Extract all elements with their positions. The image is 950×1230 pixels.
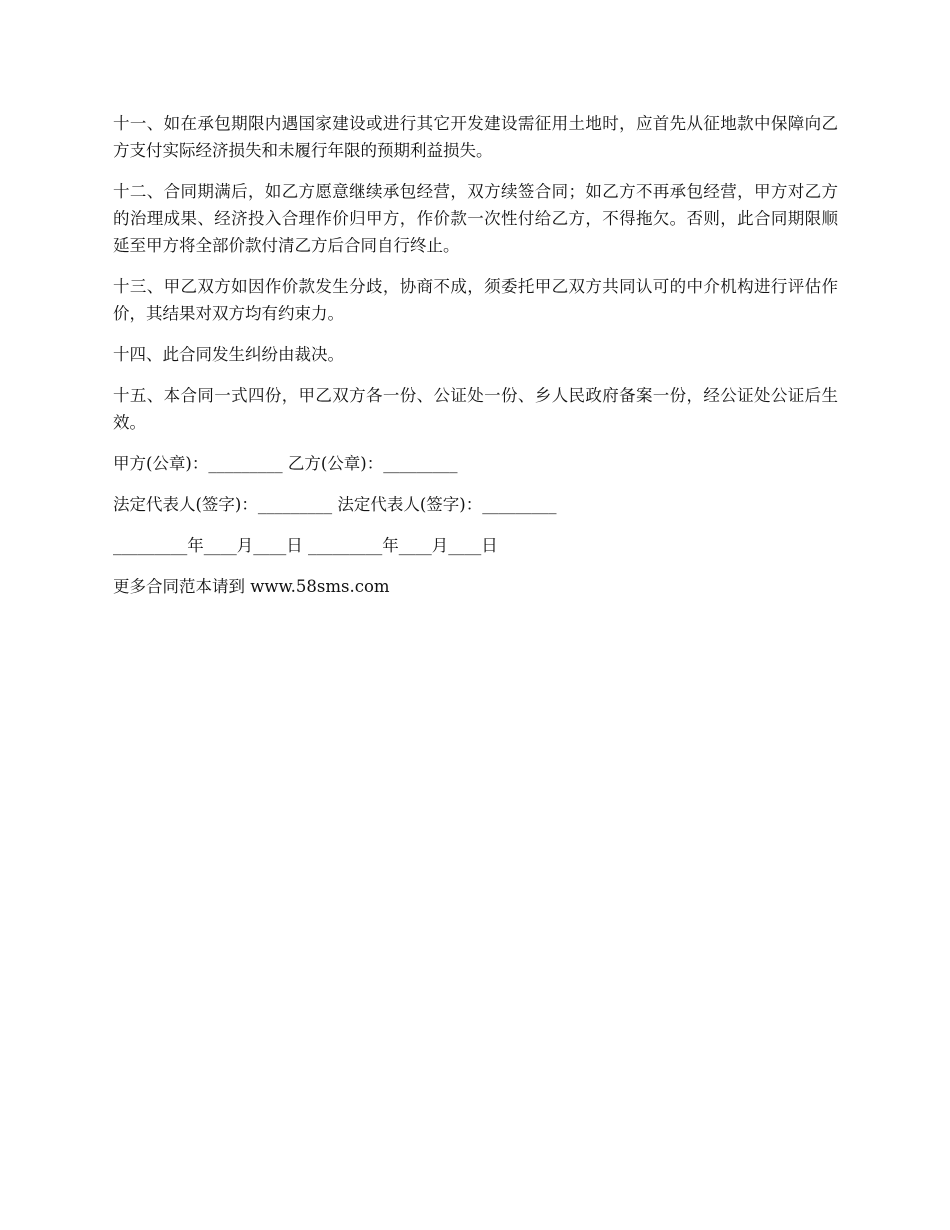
clause-14: 十四、此合同发生纠纷由裁决。 bbox=[113, 345, 344, 364]
clause-12: 十二、合同期满后，如乙方愿意继续承包经营，双方续签合同；如乙方不再承包经营，甲方对乙方的治理成果、经济投入合理作价归甲方，作价款一次性付给乙方，不得拖欠。否则，此合同期限顺延至甲方将全部价款付清乙方后合同自行终止。 bbox=[113, 182, 838, 255]
clause-11: 十一、如在承包期限内遇国家建设或进行其它开发建设需征用土地时，应首先从征地款中保障向乙方支付实际经济损失和未履行年限的预期利益损失。 bbox=[113, 114, 838, 160]
clause-15: 十五、本合同一式四份，甲乙双方各一份、公证处一份、乡人民政府备案一份，经公证处公证后生效。 bbox=[113, 386, 838, 432]
footer-link-text: 更多合同范本请到 www.58sms.com bbox=[113, 577, 390, 596]
seal-signature-line: 甲方(公章)：_________ 乙方(公章)：_________ bbox=[113, 454, 458, 473]
date-line: _________年____月____日 _________年____月____日 bbox=[113, 536, 498, 555]
clause-13: 十三、甲乙双方如因作价款发生分歧，协商不成，须委托甲乙双方共同认可的中介机构进行评估作价，其结果对双方均有约束力。 bbox=[113, 277, 838, 323]
document-page bbox=[113, 110, 838, 600]
representative-signature-line: 法定代表人(签字)：_________ 法定代表人(签字)：_________ bbox=[113, 495, 557, 514]
